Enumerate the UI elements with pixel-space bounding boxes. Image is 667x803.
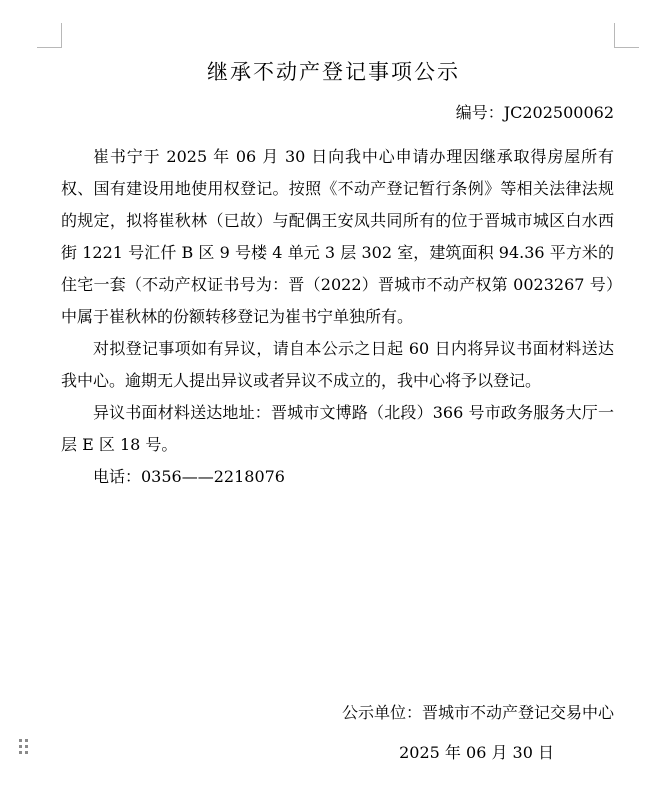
page-corner-mark-icon	[614, 23, 639, 48]
page-corner-mark-icon	[37, 23, 62, 48]
paragraph-address: 异议书面材料送达地址：晋城市文博路（北段）366 号市政务服务大厅一层 E 区 18 号。	[61, 403, 614, 454]
paragraph-phone: 电话：0356——2218076	[93, 467, 285, 486]
document-body	[61, 141, 614, 493]
document-number: 编号：JC202500062	[455, 103, 614, 122]
paragraph-objection: 对拟登记事项如有异议，请自本公示之日起 60 日内将异议书面材料送达我中心。逾期无人提出异议或者异议不成立的，我中心将予以登记。	[61, 339, 614, 390]
drag-handle-icon[interactable]	[19, 739, 29, 755]
issuing-organization: 公示单位：晋城市不动产登记交易中心	[341, 703, 614, 722]
document-title: 继承不动产登记事项公示	[207, 60, 460, 84]
paragraph-announcement: 崔书宁于 2025 年 06 月 30 日向我中心申请办理因继承取得房屋所有权、国有建设用地使用权登记。按照《不动产登记暂行条例》等相关法律法规的规定，拟将崔秋林（已故）与配偶王安凤共同所有的位于晋城市城区白水西街 1221 号汇仟 B 区 9 号楼 4 单元 3 层 302 室，建筑面积 94.36 平方米的住宅一套（不动产权证书号为：晋（2022）晋城市不动产权第 0023267 号）中属于崔秋林的份额转移登记为崔书宁单独所有。	[61, 147, 614, 326]
issue-date: 2025 年 06 月 30 日	[399, 743, 554, 762]
